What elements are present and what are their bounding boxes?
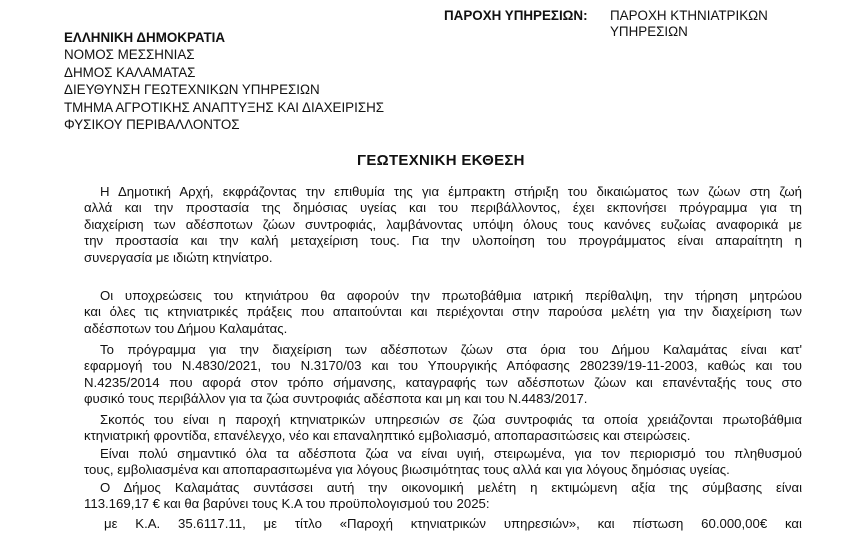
document-title: ΓΕΩΤΕΧΝΙΚΗ ΕΚΘΕΣΗ (357, 152, 525, 169)
authority-department: ΤΜΗΜΑ ΑΓΡΟΤΙΚΗΣ ΑΝΑΠΤΥΞΗΣ ΚΑΙ ΔΙΑΧΕΙΡΙΣΗΣ (64, 100, 385, 115)
text-line: φυσικό τους περιβάλλον για τα ζώα συντροφιάς αδέσποτα και μη και του Ν.4483/2017. (84, 391, 588, 407)
text-line: Είναι πολύ σημαντικό όλα τα αδέσποτα ζώα να είναι υγιή, στειρωμένα, για τον περιορισμό του πληθυσμού (100, 446, 802, 461)
text-line: Οι υποχρεώσεις του κτηνιάτρου θα αφορούν την πρωτοβάθμια ιατρική περίθαλψη, την τήρηση μητρώου (100, 288, 802, 303)
text-line: Σκοπός του είναι η παροχή κτηνιατρικών υπηρεσιών σε ζώα συντροφιάς τα οποία χρειάζονται πρωτοβάθμια (100, 412, 802, 427)
paragraph-program (84, 342, 802, 408)
paragraph-importance (84, 446, 802, 479)
paragraph-intro (84, 184, 802, 266)
text-line: με Κ.Α. 35.6117.11, με τίτλο «Παροχή κτηνιατρικών υπηρεσιών», και πίστωση 60.000,00€ και (104, 516, 802, 531)
text-line: και όλες τις κτηνιατρικές πράξεις που απαιτούνται και περιέχονται στην παρούσα μελέτη για την διαχείριση των (84, 304, 802, 320)
paragraph-purpose (84, 412, 802, 445)
authority-country: ΕΛΛΗΝΙΚΗ ΔΗΜΟΚΡΑΤΙΑ (64, 30, 226, 45)
text-line: 113.169,17 € και θα βαρύνει τους Κ.Α του προϋπολογισμού του 2025: (84, 496, 490, 512)
paragraph-budget-line (104, 516, 802, 532)
text-line: την προστασία και την καλή μεταχείριση τους. Για την υλοποίηση του προγράμματος είναι απαραίτητη η (84, 233, 802, 249)
authority-prefecture: ΝΟΜΟΣ ΜΕΣΣΗΝΙΑΣ (64, 47, 195, 62)
authority-municipality: ΔΗΜΟΣ ΚΑΛΑΜΑΤΑΣ (64, 65, 196, 80)
paragraph-budget (84, 480, 802, 513)
authority-directorate: ΔΙΕΥΘΥΝΣΗ ΓΕΩΤΕΧΝΙΚΩΝ ΥΠΗΡΕΣΙΩΝ (64, 82, 320, 97)
service-value-line2: ΥΠΗΡΕΣΙΩΝ (610, 24, 688, 39)
text-line: Η Δημοτική Αρχή, εκφράζοντας την επιθυμία της για έμπρακτη στήριξη του δικαιώματος των ζώων στη ζωή (100, 184, 802, 199)
text-line: Ν.4235/2014 που αφορά στον τρόπο σήμανσης, καταγραφής των αδέσποτων ζώων και επανένταξής τους στο (84, 374, 802, 390)
text-line: Ο Δήμος Καλαμάτας συντάσσει αυτή την οικονομική μελέτη η εκτιμώμενη αξία της σύμβασης είναι (100, 480, 802, 495)
service-label: ΠΑΡΟΧΗ ΥΠΗΡΕΣΙΩΝ: (444, 8, 588, 23)
text-line: αδέσποτων του Δήμου Καλαμάτας. (84, 320, 288, 336)
text-line: διαχείριση των αδέσποτων ζώων συντροφιάς, λαμβάνοντας υπόψη όλους τους κανόνες ευζωίας αναφορικά με (84, 216, 802, 232)
authority-department-cont: ΦΥΣΙΚΟΥ ΠΕΡΙΒΑΛΛΟΝΤΟΣ (64, 117, 240, 132)
text-line: Το πρόγραμμα για την διαχείριση των αδέσποτων ζώων στα όρια του Δήμου Καλαμάτας είναι κατ' (100, 342, 802, 357)
text-line: εφαρμογή του Ν.4830/2021, του Ν.3170/03 και του Υπουργικής Απόφασης 280239/19-11-2003, καθώς και του (84, 358, 802, 374)
text-line: αλλά και την προστασία της δημόσιας υγείας και του περιβάλλοντος, έχει εκπονήσει πρόγραμμα για τη (84, 200, 802, 216)
text-line: συνεργασία με ιδιώτη κτηνίατρο. (84, 249, 273, 265)
service-value-line1: ΠΑΡΟΧΗ ΚΤΗΝΙΑΤΡΙΚΩΝ (610, 8, 768, 23)
text-line: κτηνιατρική φροντίδα, επανέλεγχο, νέο και επαναληπτικό εμβολιασμό, αποπαρασιτώσεις και στειρώσεις. (84, 428, 691, 444)
paragraph-obligations (84, 288, 802, 337)
text-line: τους, εμβολιασμένα και αποπαρασιτωμένα για λόγους βιωσιμότητας τους αλλά και για λόγους δημόσιας υγείας. (84, 462, 730, 478)
